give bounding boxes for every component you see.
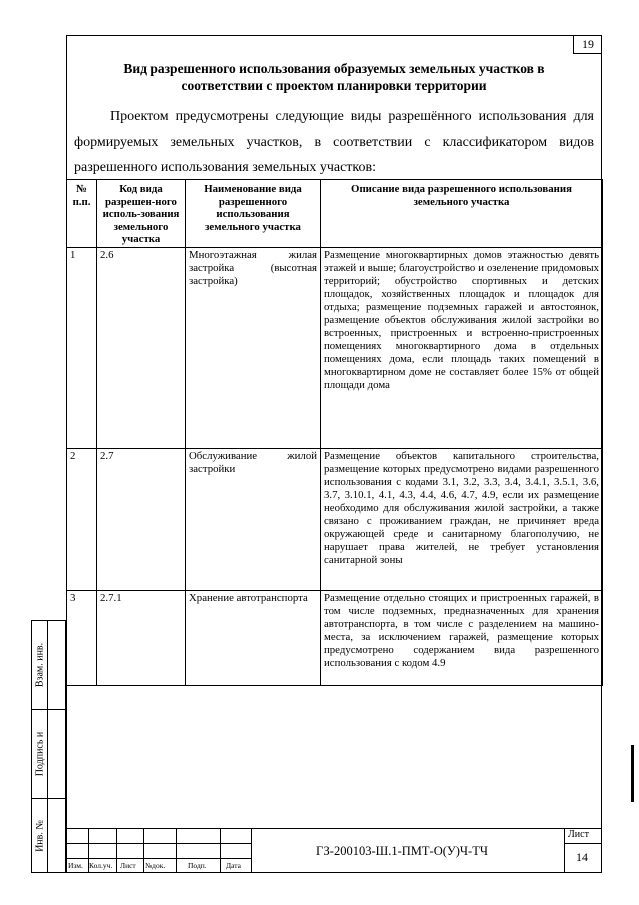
stamp-label-signature: Подп.	[188, 861, 207, 870]
document-code: ГЗ-200103-Ш.1-ПМТ-О(У)Ч-ТЧ	[316, 844, 488, 858]
binding-mark	[631, 745, 634, 802]
table-row	[67, 448, 603, 590]
title-line-2: соответствии с проектом планировки территории	[181, 78, 487, 93]
side-cell-signature	[31, 709, 66, 799]
stamp-label-sheet: Лист	[120, 861, 136, 870]
side-cell-inventory	[31, 798, 66, 873]
stamp-label-change: Изм.	[68, 861, 83, 870]
title-line-1: Вид разрешенного использования образуемых земельных участков в	[123, 61, 545, 76]
side-cell-replacement	[31, 620, 66, 710]
title-block	[66, 828, 602, 873]
row-desc: Размещение отдельно стоящих и пристроенных гаражей, в том числе подземных, предназначенных для хранения автотранспорта, в том числе с разделением на машино-места, за исключением гаражей, размещение которых предусмотрено содержанием вида разрешенного использования с кодом 4.9	[321, 590, 603, 685]
row-num: 1	[67, 247, 97, 448]
row-desc: Размещение многоквартирных домов этажностью девять этажей и выше; благоустройство и озеленение придомовых территорий; обустройство спортивных и детских площадок, хозяйственных площадок и площадок для отдыха; размещение подземных гаражей и автостоянок, размещение объектов обслуживания жилой застройки во встроенных, пристроенных и встроенно-пристроенных помещениях многоквартирного дома в отдельных помещениях дома, если площадь таких помещений в многоквартирном доме не составляет более 15% от общей площади дома	[321, 247, 603, 448]
row-code: 2.6	[97, 247, 186, 448]
stamp-label-date: Дата	[226, 861, 241, 870]
side-label-replacement: Взам. инв.	[34, 642, 45, 688]
header-desc: Описание вида разрешенного использования земельного участка	[321, 180, 603, 248]
page-title	[70, 60, 598, 94]
side-label-signature: Подпись и	[34, 731, 45, 777]
sheet-label: Лист	[568, 829, 589, 840]
sheet-number: 14	[576, 850, 588, 864]
row-name: Многоэтажная жилая застройка (высотная застройка)	[186, 247, 321, 448]
header-code: Код вида разрешен-ного исполь-зования земельного участка	[97, 180, 186, 248]
binding-margin-stamp	[31, 620, 66, 873]
table-row	[67, 247, 603, 448]
row-code: 2.7	[97, 448, 186, 590]
stamp-label-count: Кол.уч.	[89, 861, 113, 870]
header-name: Наименование вида разрешенного использования земельного участка	[186, 180, 321, 248]
row-num: 3	[67, 590, 97, 685]
side-label-inventory: Инв. №	[34, 819, 45, 852]
land-use-table	[66, 179, 603, 686]
row-num: 2	[67, 448, 97, 590]
header-num: № п.п.	[67, 180, 97, 248]
intro-paragraph: Проектом предусмотрены следующие виды разрешённого использования для формируемых земельных участков, в соответствии с классификатором видов разрешенного использования земельных участков:	[74, 109, 594, 175]
row-name: Обслуживание жилой застройки	[186, 448, 321, 590]
stamp-label-docno: №док.	[145, 861, 166, 870]
table-header-row	[67, 180, 603, 248]
row-desc: Размещение объектов капитального строительства, размещение которых предусмотрено видами разрешенного использования с кодами 3.1, 3.2, 3.3, 3.4, 3.4.1, 3.5.1, 3.6, 3.7, 3.10.1, 4.1, 4.3, 4.4, 4.6, 4.7, 4.9, если их размещение необходимо для обслуживания жилой застройки, а также связано с проживанием граждан, не причиняет вреда окружающей среде и санитарному благополучию, не нарушает права жителей, не требует установления санитарной зоны	[321, 448, 603, 590]
table-row	[67, 590, 603, 685]
row-code: 2.7.1	[97, 590, 186, 685]
page-number: 19	[573, 35, 602, 54]
row-name: Хранение автотранспорта	[186, 590, 321, 685]
